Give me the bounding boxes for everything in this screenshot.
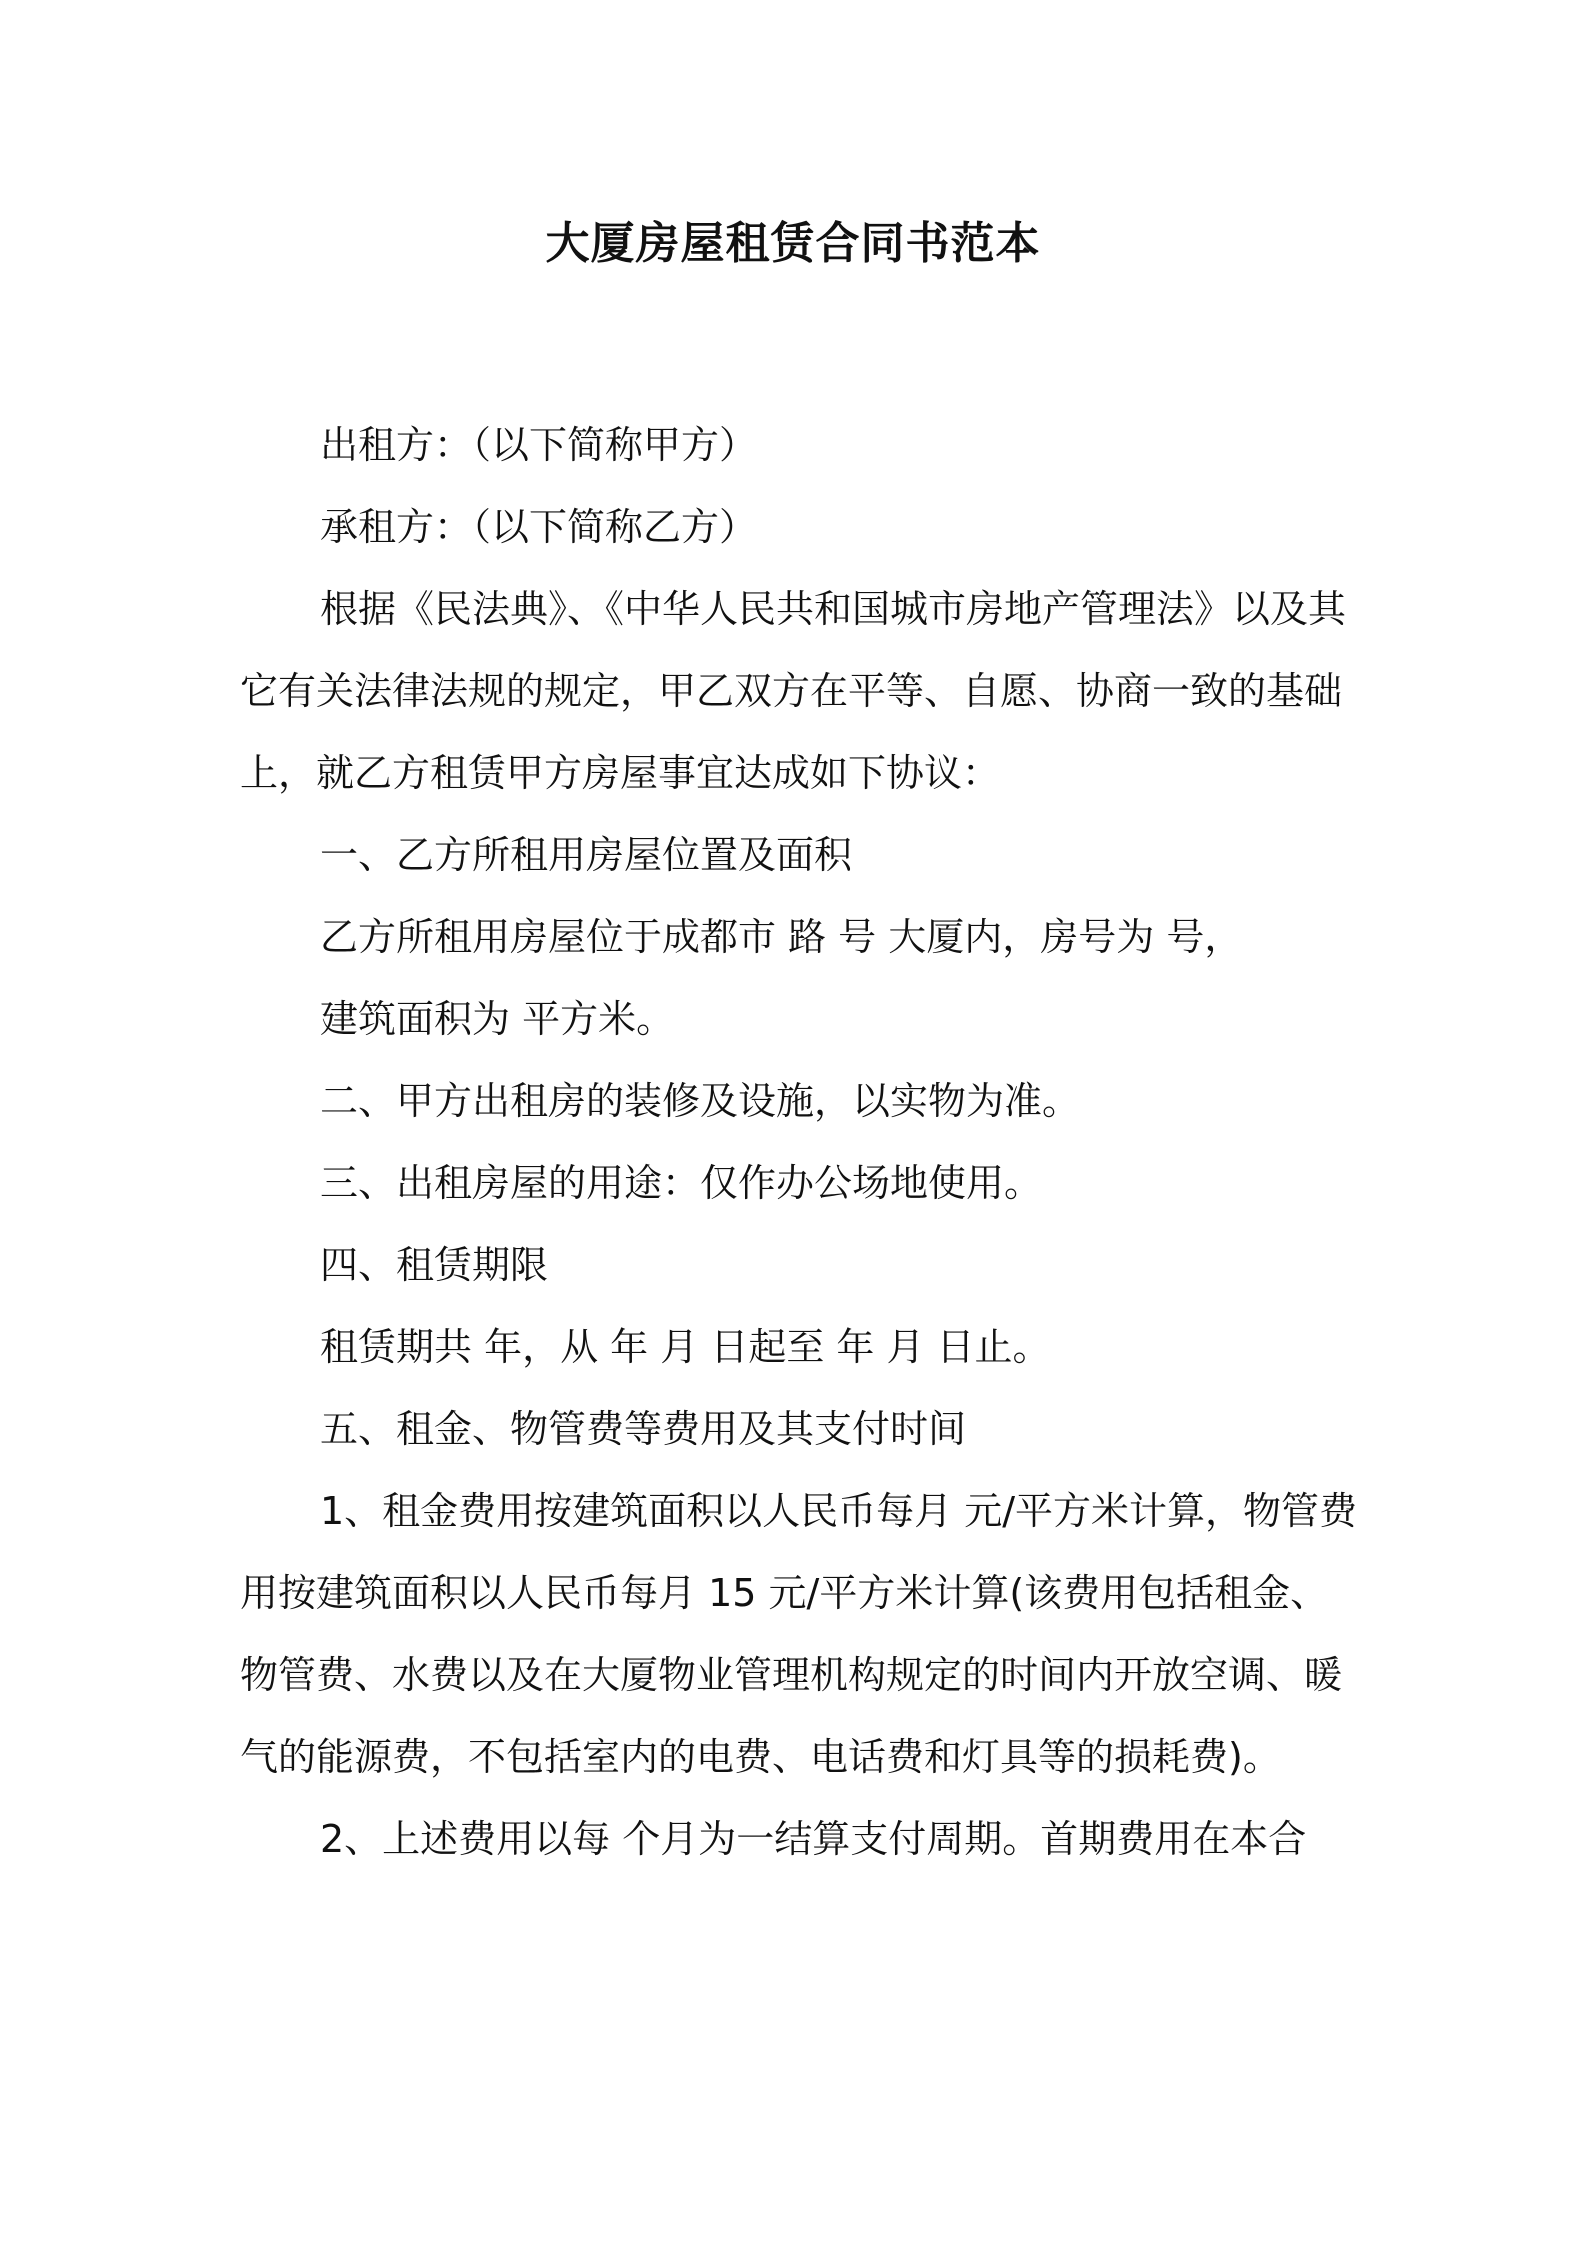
document-body bbox=[240, 404, 1360, 1880]
section2-paragraph: 二、甲方出租房的装修及设施，以实物为准。 bbox=[320, 1079, 1081, 1123]
section3-paragraph: 三、出租房屋的用途：仅作办公场地使用。 bbox=[320, 1161, 1043, 1205]
section5-item2-paragraph: 2、上述费用以每 个月为一结算支付周期。首期费用在本合 bbox=[320, 1817, 1307, 1861]
section4-heading: 四、租赁期限 bbox=[320, 1243, 549, 1287]
lessee-line: 承租方：（以下简称乙方） bbox=[320, 505, 758, 549]
section1-heading: 一、乙方所租用房屋位置及面积 bbox=[320, 833, 853, 877]
section1-area-line: 建筑面积为 平方米。 bbox=[320, 997, 675, 1041]
section5-heading: 五、租金、物管费等费用及其支付时间 bbox=[320, 1407, 967, 1451]
preamble-paragraph: 根据《民法典》、《中华人民共和国城市房地产管理法》以及其它有关法律法规的规定，甲乙双方在平等、自愿、协商一致的基础上，就乙方租赁甲方房屋事宜达成如下协议： bbox=[240, 587, 1347, 795]
section5-item1-paragraph: 1、租金费用按建筑面积以人民币每月 元/平方米计算，物管费用按建筑面积以人民币每月 15 元/平方米计算(该费用包括租金、物管费、水费以及在大厦物业管理机构规定的时间内开放空调、暖气的能源费，不包括室内的电费、电话费和灯具等的损耗费)。 bbox=[240, 1489, 1358, 1779]
lessor-line: 出租方：（以下简称甲方） bbox=[320, 423, 758, 467]
document-title: 大厦房屋租赁合同书范本 bbox=[545, 218, 1041, 269]
section1-location-line: 乙方所租用房屋位于成都市 路 号 大厦内，房号为 号， bbox=[320, 915, 1243, 959]
section4-term-line: 租赁期共 年，从 年 月 日起至 年 月 日止。 bbox=[320, 1325, 1051, 1369]
